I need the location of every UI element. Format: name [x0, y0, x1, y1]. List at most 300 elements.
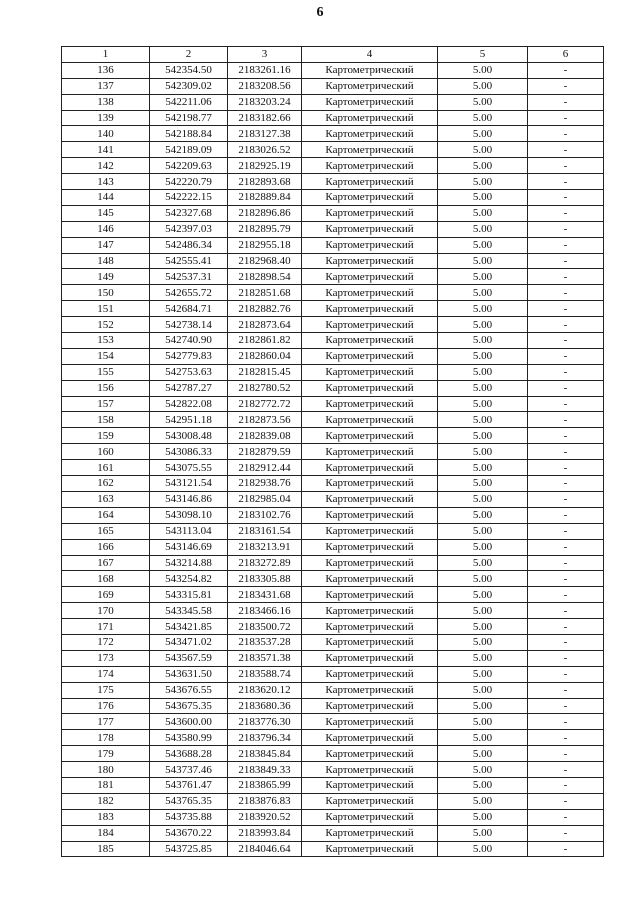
- accuracy-cell: 5.00: [438, 730, 528, 746]
- point-number-cell: 179: [62, 746, 150, 762]
- table-row: [62, 571, 604, 587]
- note-cell: -: [528, 333, 604, 349]
- table-row: [62, 523, 604, 539]
- x-coordinate-cell: 543146.86: [150, 491, 228, 507]
- note-cell: -: [528, 460, 604, 476]
- column-header: 2: [150, 47, 228, 63]
- note-cell: -: [528, 603, 604, 619]
- accuracy-cell: 5.00: [438, 491, 528, 507]
- note-cell: -: [528, 730, 604, 746]
- method-cell: Картометрический: [302, 396, 438, 412]
- point-number-cell: 145: [62, 205, 150, 221]
- method-cell: Картометрический: [302, 317, 438, 333]
- table-row: [62, 762, 604, 778]
- method-cell: Картометрический: [302, 380, 438, 396]
- y-coordinate-cell: 2183272.89: [228, 555, 302, 571]
- accuracy-cell: 5.00: [438, 825, 528, 841]
- table-row: [62, 78, 604, 94]
- y-coordinate-cell: 2182925.19: [228, 158, 302, 174]
- accuracy-cell: 5.00: [438, 650, 528, 666]
- note-cell: -: [528, 126, 604, 142]
- method-cell: Картометрический: [302, 507, 438, 523]
- method-cell: Картометрический: [302, 825, 438, 841]
- column-header: 4: [302, 47, 438, 63]
- y-coordinate-cell: 2183305.88: [228, 571, 302, 587]
- table-row: [62, 190, 604, 206]
- table-row: [62, 348, 604, 364]
- x-coordinate-cell: 543735.88: [150, 809, 228, 825]
- note-cell: -: [528, 746, 604, 762]
- method-cell: Картометрический: [302, 253, 438, 269]
- table-row: [62, 809, 604, 825]
- point-number-cell: 144: [62, 190, 150, 206]
- table-row: [62, 301, 604, 317]
- point-number-cell: 185: [62, 841, 150, 857]
- y-coordinate-cell: 2183993.84: [228, 825, 302, 841]
- x-coordinate-cell: 542779.83: [150, 348, 228, 364]
- accuracy-cell: 5.00: [438, 841, 528, 857]
- y-coordinate-cell: 2182896.86: [228, 205, 302, 221]
- x-coordinate-cell: 542787.27: [150, 380, 228, 396]
- note-cell: -: [528, 78, 604, 94]
- note-cell: -: [528, 205, 604, 221]
- point-number-cell: 141: [62, 142, 150, 158]
- method-cell: Картометрический: [302, 333, 438, 349]
- point-number-cell: 171: [62, 619, 150, 635]
- method-cell: Картометрический: [302, 285, 438, 301]
- x-coordinate-cell: 542740.90: [150, 333, 228, 349]
- note-cell: -: [528, 301, 604, 317]
- accuracy-cell: 5.00: [438, 62, 528, 78]
- x-coordinate-cell: 542738.14: [150, 317, 228, 333]
- method-cell: Картометрический: [302, 348, 438, 364]
- note-cell: -: [528, 571, 604, 587]
- x-coordinate-cell: 542309.02: [150, 78, 228, 94]
- y-coordinate-cell: 2182772.72: [228, 396, 302, 412]
- point-number-cell: 178: [62, 730, 150, 746]
- note-cell: -: [528, 221, 604, 237]
- accuracy-cell: 5.00: [438, 777, 528, 793]
- method-cell: Картометрический: [302, 110, 438, 126]
- accuracy-cell: 5.00: [438, 110, 528, 126]
- note-cell: -: [528, 190, 604, 206]
- accuracy-cell: 5.00: [438, 221, 528, 237]
- accuracy-cell: 5.00: [438, 364, 528, 380]
- point-number-cell: 172: [62, 634, 150, 650]
- x-coordinate-cell: 543254.82: [150, 571, 228, 587]
- x-coordinate-cell: 542397.03: [150, 221, 228, 237]
- x-coordinate-cell: 543345.58: [150, 603, 228, 619]
- table-row: [62, 714, 604, 730]
- point-number-cell: 182: [62, 793, 150, 809]
- point-number-cell: 149: [62, 269, 150, 285]
- method-cell: Картометрический: [302, 682, 438, 698]
- method-cell: Картометрический: [302, 269, 438, 285]
- method-cell: Картометрический: [302, 666, 438, 682]
- table-header-row: [62, 47, 604, 63]
- note-cell: -: [528, 317, 604, 333]
- note-cell: -: [528, 158, 604, 174]
- x-coordinate-cell: 543688.28: [150, 746, 228, 762]
- x-coordinate-cell: 542222.15: [150, 190, 228, 206]
- point-number-cell: 181: [62, 777, 150, 793]
- point-number-cell: 140: [62, 126, 150, 142]
- x-coordinate-cell: 542211.06: [150, 94, 228, 110]
- note-cell: -: [528, 714, 604, 730]
- table-row: [62, 380, 604, 396]
- method-cell: Картометрический: [302, 364, 438, 380]
- table-row: [62, 539, 604, 555]
- x-coordinate-cell: 543580.99: [150, 730, 228, 746]
- accuracy-cell: 5.00: [438, 412, 528, 428]
- point-number-cell: 136: [62, 62, 150, 78]
- table-row: [62, 412, 604, 428]
- note-cell: -: [528, 698, 604, 714]
- point-number-cell: 139: [62, 110, 150, 126]
- point-number-cell: 183: [62, 809, 150, 825]
- y-coordinate-cell: 2182889.84: [228, 190, 302, 206]
- table-row: [62, 634, 604, 650]
- y-coordinate-cell: 2183203.24: [228, 94, 302, 110]
- table-row: [62, 777, 604, 793]
- note-cell: -: [528, 444, 604, 460]
- point-number-cell: 137: [62, 78, 150, 94]
- note-cell: -: [528, 825, 604, 841]
- point-number-cell: 150: [62, 285, 150, 301]
- table-row: [62, 364, 604, 380]
- note-cell: -: [528, 380, 604, 396]
- note-cell: -: [528, 619, 604, 635]
- table-row: [62, 730, 604, 746]
- method-cell: Картометрический: [302, 809, 438, 825]
- accuracy-cell: 5.00: [438, 333, 528, 349]
- accuracy-cell: 5.00: [438, 253, 528, 269]
- note-cell: -: [528, 523, 604, 539]
- table-row: [62, 317, 604, 333]
- table-row: [62, 237, 604, 253]
- note-cell: -: [528, 348, 604, 364]
- accuracy-cell: 5.00: [438, 762, 528, 778]
- x-coordinate-cell: 542189.09: [150, 142, 228, 158]
- y-coordinate-cell: 2182839.08: [228, 428, 302, 444]
- point-number-cell: 173: [62, 650, 150, 666]
- accuracy-cell: 5.00: [438, 174, 528, 190]
- note-cell: -: [528, 476, 604, 492]
- table-row: [62, 126, 604, 142]
- accuracy-cell: 5.00: [438, 94, 528, 110]
- point-number-cell: 184: [62, 825, 150, 841]
- accuracy-cell: 5.00: [438, 285, 528, 301]
- y-coordinate-cell: 2182861.82: [228, 333, 302, 349]
- point-number-cell: 151: [62, 301, 150, 317]
- x-coordinate-cell: 543315.81: [150, 587, 228, 603]
- x-coordinate-cell: 542198.77: [150, 110, 228, 126]
- accuracy-cell: 5.00: [438, 158, 528, 174]
- table-row: [62, 333, 604, 349]
- table-row: [62, 428, 604, 444]
- note-cell: -: [528, 142, 604, 158]
- note-cell: -: [528, 841, 604, 857]
- y-coordinate-cell: 2183849.33: [228, 762, 302, 778]
- x-coordinate-cell: 543765.35: [150, 793, 228, 809]
- accuracy-cell: 5.00: [438, 205, 528, 221]
- point-number-cell: 169: [62, 587, 150, 603]
- method-cell: Картометрический: [302, 94, 438, 110]
- table-row: [62, 698, 604, 714]
- column-header: 3: [228, 47, 302, 63]
- y-coordinate-cell: 2182815.45: [228, 364, 302, 380]
- y-coordinate-cell: 2183026.52: [228, 142, 302, 158]
- table-row: [62, 555, 604, 571]
- x-coordinate-cell: 542753.63: [150, 364, 228, 380]
- method-cell: Картометрический: [302, 698, 438, 714]
- point-number-cell: 176: [62, 698, 150, 714]
- accuracy-cell: 5.00: [438, 539, 528, 555]
- y-coordinate-cell: 2183776.30: [228, 714, 302, 730]
- accuracy-cell: 5.00: [438, 428, 528, 444]
- x-coordinate-cell: 543086.33: [150, 444, 228, 460]
- y-coordinate-cell: 2182780.52: [228, 380, 302, 396]
- method-cell: Картометрический: [302, 523, 438, 539]
- method-cell: Картометрический: [302, 762, 438, 778]
- accuracy-cell: 5.00: [438, 587, 528, 603]
- accuracy-cell: 5.00: [438, 555, 528, 571]
- accuracy-cell: 5.00: [438, 396, 528, 412]
- accuracy-cell: 5.00: [438, 666, 528, 682]
- y-coordinate-cell: 2183876.83: [228, 793, 302, 809]
- table-row: [62, 619, 604, 635]
- note-cell: -: [528, 491, 604, 507]
- method-cell: Картометрический: [302, 619, 438, 635]
- y-coordinate-cell: 2183466.16: [228, 603, 302, 619]
- table-row: [62, 650, 604, 666]
- point-number-cell: 166: [62, 539, 150, 555]
- y-coordinate-cell: 2182873.56: [228, 412, 302, 428]
- x-coordinate-cell: 542684.71: [150, 301, 228, 317]
- y-coordinate-cell: 2183588.74: [228, 666, 302, 682]
- point-number-cell: 164: [62, 507, 150, 523]
- note-cell: -: [528, 539, 604, 555]
- point-number-cell: 146: [62, 221, 150, 237]
- method-cell: Картометрический: [302, 777, 438, 793]
- note-cell: -: [528, 253, 604, 269]
- note-cell: -: [528, 555, 604, 571]
- table-row: [62, 603, 604, 619]
- table-row: [62, 285, 604, 301]
- accuracy-cell: 5.00: [438, 746, 528, 762]
- y-coordinate-cell: 2183261.16: [228, 62, 302, 78]
- table-row: [62, 110, 604, 126]
- point-number-cell: 174: [62, 666, 150, 682]
- accuracy-cell: 5.00: [438, 126, 528, 142]
- note-cell: -: [528, 682, 604, 698]
- accuracy-cell: 5.00: [438, 619, 528, 635]
- accuracy-cell: 5.00: [438, 809, 528, 825]
- x-coordinate-cell: 543725.85: [150, 841, 228, 857]
- y-coordinate-cell: 2182860.04: [228, 348, 302, 364]
- accuracy-cell: 5.00: [438, 317, 528, 333]
- x-coordinate-cell: 543737.46: [150, 762, 228, 778]
- point-number-cell: 147: [62, 237, 150, 253]
- x-coordinate-cell: 543098.10: [150, 507, 228, 523]
- table-row: [62, 396, 604, 412]
- method-cell: Картометрический: [302, 491, 438, 507]
- y-coordinate-cell: 2182985.04: [228, 491, 302, 507]
- y-coordinate-cell: 2182893.68: [228, 174, 302, 190]
- method-cell: Картометрический: [302, 714, 438, 730]
- y-coordinate-cell: 2182895.79: [228, 221, 302, 237]
- note-cell: -: [528, 587, 604, 603]
- y-coordinate-cell: 2182873.64: [228, 317, 302, 333]
- table-row: [62, 841, 604, 857]
- note-cell: -: [528, 666, 604, 682]
- y-coordinate-cell: 2183845.84: [228, 746, 302, 762]
- accuracy-cell: 5.00: [438, 476, 528, 492]
- x-coordinate-cell: 543761.47: [150, 777, 228, 793]
- accuracy-cell: 5.00: [438, 634, 528, 650]
- accuracy-cell: 5.00: [438, 348, 528, 364]
- point-number-cell: 159: [62, 428, 150, 444]
- method-cell: Картометрический: [302, 460, 438, 476]
- table-row: [62, 460, 604, 476]
- point-number-cell: 153: [62, 333, 150, 349]
- x-coordinate-cell: 543670.22: [150, 825, 228, 841]
- method-cell: Картометрический: [302, 571, 438, 587]
- note-cell: -: [528, 634, 604, 650]
- method-cell: Картометрический: [302, 444, 438, 460]
- accuracy-cell: 5.00: [438, 301, 528, 317]
- x-coordinate-cell: 542188.84: [150, 126, 228, 142]
- note-cell: -: [528, 237, 604, 253]
- point-number-cell: 158: [62, 412, 150, 428]
- x-coordinate-cell: 542209.63: [150, 158, 228, 174]
- table-row: [62, 62, 604, 78]
- point-number-cell: 157: [62, 396, 150, 412]
- point-number-cell: 175: [62, 682, 150, 698]
- note-cell: -: [528, 762, 604, 778]
- y-coordinate-cell: 2182955.18: [228, 237, 302, 253]
- accuracy-cell: 5.00: [438, 523, 528, 539]
- point-number-cell: 170: [62, 603, 150, 619]
- accuracy-cell: 5.00: [438, 190, 528, 206]
- y-coordinate-cell: 2182968.40: [228, 253, 302, 269]
- x-coordinate-cell: 543631.50: [150, 666, 228, 682]
- method-cell: Картометрический: [302, 634, 438, 650]
- x-coordinate-cell: 542327.68: [150, 205, 228, 221]
- accuracy-cell: 5.00: [438, 571, 528, 587]
- accuracy-cell: 5.00: [438, 237, 528, 253]
- y-coordinate-cell: 2183213.91: [228, 539, 302, 555]
- table-row: [62, 221, 604, 237]
- x-coordinate-cell: 542537.31: [150, 269, 228, 285]
- method-cell: Картометрический: [302, 539, 438, 555]
- method-cell: Картометрический: [302, 476, 438, 492]
- point-number-cell: 168: [62, 571, 150, 587]
- method-cell: Картометрический: [302, 237, 438, 253]
- x-coordinate-cell: 543421.85: [150, 619, 228, 635]
- accuracy-cell: 5.00: [438, 380, 528, 396]
- y-coordinate-cell: 2183102.76: [228, 507, 302, 523]
- accuracy-cell: 5.00: [438, 698, 528, 714]
- note-cell: -: [528, 269, 604, 285]
- x-coordinate-cell: 543600.00: [150, 714, 228, 730]
- x-coordinate-cell: 543567.59: [150, 650, 228, 666]
- table-row: [62, 476, 604, 492]
- y-coordinate-cell: 2183208.56: [228, 78, 302, 94]
- page-number: 6: [316, 5, 324, 20]
- method-cell: Картометрический: [302, 650, 438, 666]
- column-header: 1: [62, 47, 150, 63]
- y-coordinate-cell: 2183127.38: [228, 126, 302, 142]
- y-coordinate-cell: 2183920.52: [228, 809, 302, 825]
- accuracy-cell: 5.00: [438, 269, 528, 285]
- x-coordinate-cell: 543121.54: [150, 476, 228, 492]
- method-cell: Картометрический: [302, 62, 438, 78]
- y-coordinate-cell: 2182898.54: [228, 269, 302, 285]
- accuracy-cell: 5.00: [438, 682, 528, 698]
- column-header: 6: [528, 47, 604, 63]
- method-cell: Картометрический: [302, 555, 438, 571]
- accuracy-cell: 5.00: [438, 444, 528, 460]
- y-coordinate-cell: 2183680.36: [228, 698, 302, 714]
- table-row: [62, 587, 604, 603]
- x-coordinate-cell: 543676.55: [150, 682, 228, 698]
- table-row: [62, 491, 604, 507]
- note-cell: -: [528, 110, 604, 126]
- y-coordinate-cell: 2183537.28: [228, 634, 302, 650]
- y-coordinate-cell: 2184046.64: [228, 841, 302, 857]
- x-coordinate-cell: 542655.72: [150, 285, 228, 301]
- x-coordinate-cell: 543146.69: [150, 539, 228, 555]
- method-cell: Картометрический: [302, 301, 438, 317]
- table-row: [62, 746, 604, 762]
- note-cell: -: [528, 507, 604, 523]
- accuracy-cell: 5.00: [438, 460, 528, 476]
- x-coordinate-cell: 543675.35: [150, 698, 228, 714]
- note-cell: -: [528, 94, 604, 110]
- table-row: [62, 793, 604, 809]
- method-cell: Картометрический: [302, 221, 438, 237]
- accuracy-cell: 5.00: [438, 714, 528, 730]
- y-coordinate-cell: 2182912.44: [228, 460, 302, 476]
- method-cell: Картометрический: [302, 158, 438, 174]
- point-number-cell: 165: [62, 523, 150, 539]
- y-coordinate-cell: 2183620.12: [228, 682, 302, 698]
- table-row: [62, 94, 604, 110]
- x-coordinate-cell: 543075.55: [150, 460, 228, 476]
- y-coordinate-cell: 2182879.59: [228, 444, 302, 460]
- point-number-cell: 177: [62, 714, 150, 730]
- point-number-cell: 155: [62, 364, 150, 380]
- method-cell: Картометрический: [302, 205, 438, 221]
- point-number-cell: 152: [62, 317, 150, 333]
- note-cell: -: [528, 174, 604, 190]
- y-coordinate-cell: 2183182.66: [228, 110, 302, 126]
- point-number-cell: 154: [62, 348, 150, 364]
- x-coordinate-cell: 543008.48: [150, 428, 228, 444]
- note-cell: -: [528, 285, 604, 301]
- x-coordinate-cell: 542822.08: [150, 396, 228, 412]
- y-coordinate-cell: 2183431.68: [228, 587, 302, 603]
- method-cell: Картометрический: [302, 730, 438, 746]
- point-number-cell: 160: [62, 444, 150, 460]
- x-coordinate-cell: 542354.50: [150, 62, 228, 78]
- table-row: [62, 444, 604, 460]
- x-coordinate-cell: 542220.79: [150, 174, 228, 190]
- note-cell: -: [528, 62, 604, 78]
- method-cell: Картометрический: [302, 603, 438, 619]
- note-cell: -: [528, 364, 604, 380]
